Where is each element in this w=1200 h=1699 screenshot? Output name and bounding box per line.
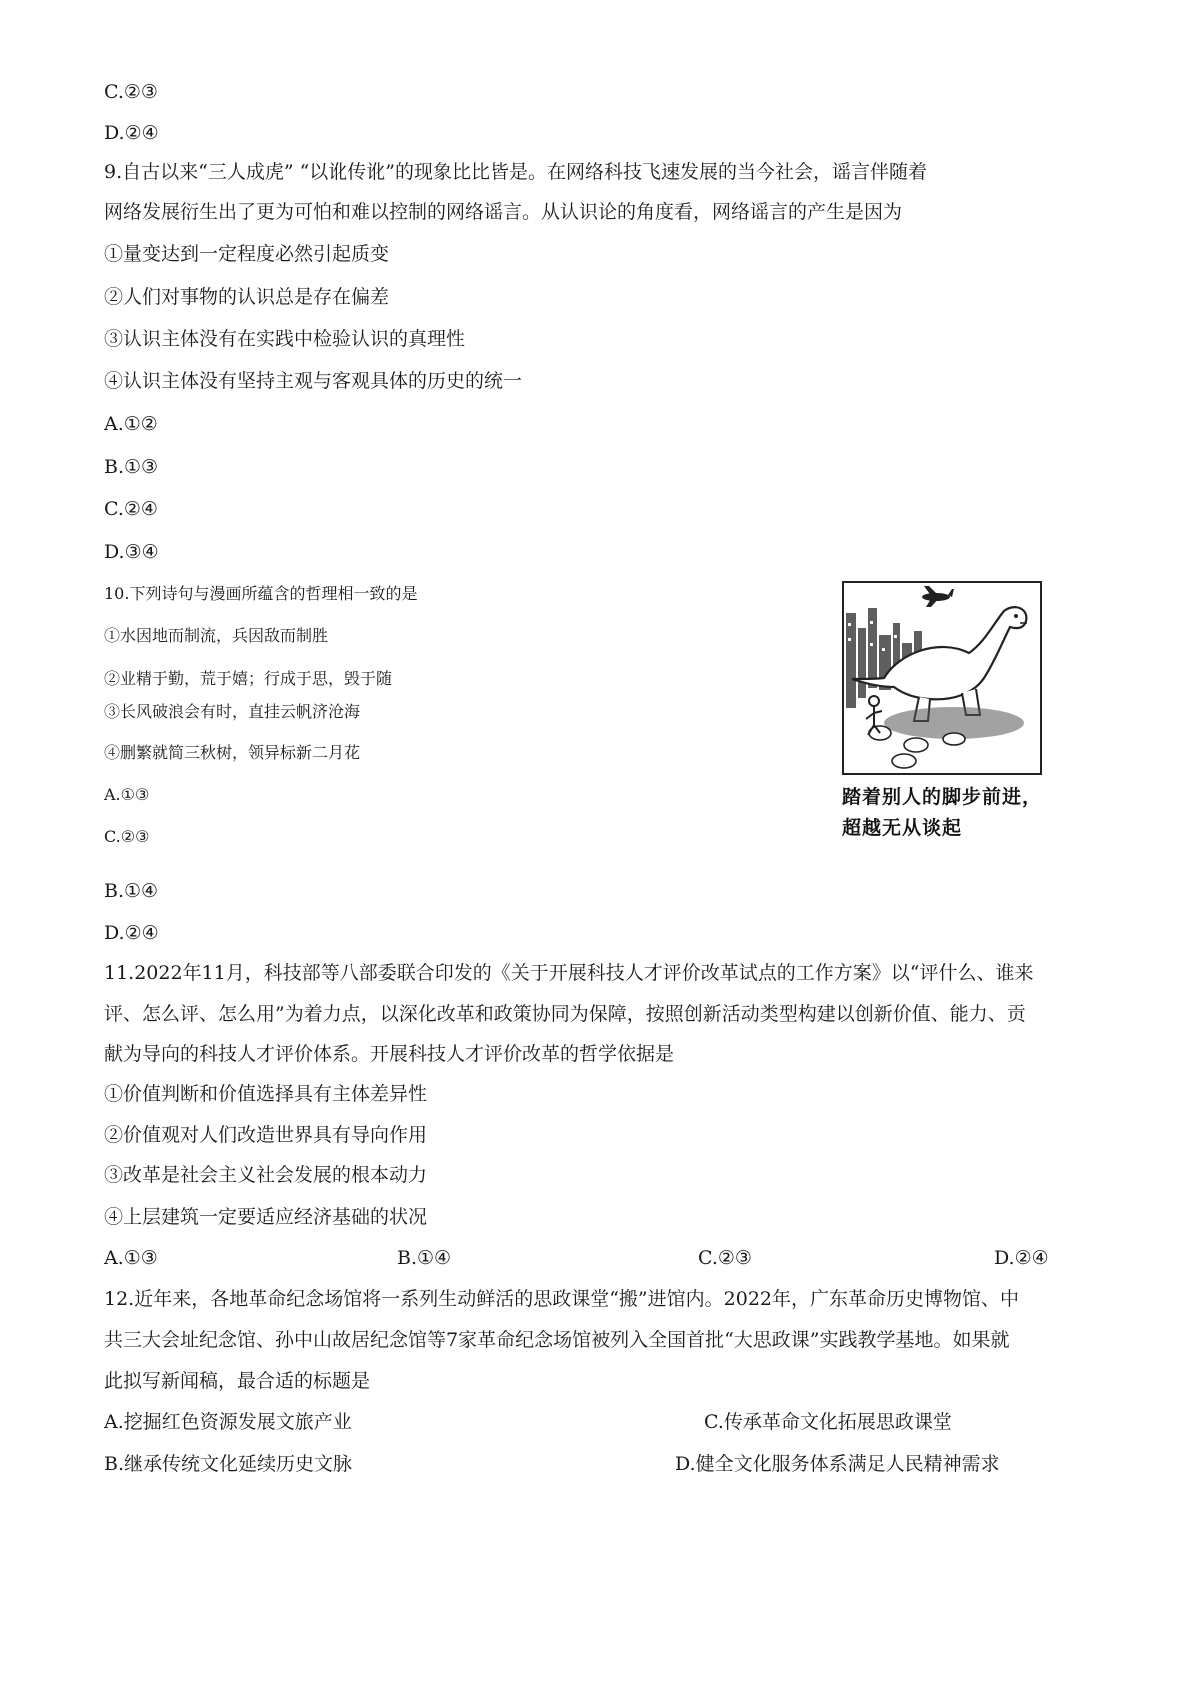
- q10-statement-4: ④删繁就简三秋树，领异标新二月花: [104, 743, 361, 762]
- q10-option-b: B.①④: [104, 880, 159, 902]
- q9-statement-1: ①量变达到一定程度必然引起质变: [104, 243, 390, 265]
- q12-option-a: A.挖掘红色资源发展文旅产业: [104, 1411, 352, 1433]
- q9-stem-line-1: 9.自古以来“三人成虎” “以讹传讹”的现象比比皆是。在网络科技飞速发展的当今社会，谣言伴随着: [104, 161, 928, 183]
- q11-option-c: C.②③: [698, 1247, 752, 1269]
- q12-stem-line-1: 12.近年来，各地革命纪念场馆将一系列生动鲜活的思政课堂“搬”进馆内。2022年，广东革命历史博物馆、中: [104, 1288, 1019, 1310]
- q10-stem: 10.下列诗句与漫画所蕴含的哲理相一致的是: [104, 584, 418, 603]
- q9-option-c: C.②④: [104, 498, 158, 520]
- q9-statement-3: ③认识主体没有在实践中检验认识的真理性: [104, 328, 466, 350]
- q10-statement-3: ③长风破浪会有时，直挂云帆济沧海: [104, 702, 361, 721]
- q10-option-d: D.②④: [104, 922, 159, 944]
- cartoon-frame: [842, 581, 1042, 775]
- q11-statement-2: ②价值观对人们改造世界具有导向作用: [104, 1124, 428, 1146]
- q9-option-d: D.③④: [104, 541, 159, 563]
- q11-statement-4: ④上层建筑一定要适应经济基础的状况: [104, 1206, 428, 1228]
- q9-option-a: A.①②: [104, 413, 158, 435]
- q10-statement-2: ②业精于勤，荒于嬉；行成于思，毁于随: [104, 669, 393, 688]
- q11-option-a: A.①③: [104, 1247, 158, 1269]
- q10-option-a: A.①③: [104, 785, 150, 804]
- q12-stem-line-2: 共三大会址纪念馆、孙中山故居纪念馆等7家革命纪念场馆被列入全国首批“大思政课”实践教学基地。如果就: [104, 1329, 1010, 1351]
- q11-statement-3: ③改革是社会主义社会发展的根本动力: [104, 1164, 428, 1186]
- q8-option-c: C.②③: [104, 81, 158, 103]
- q12-stem-line-3: 此拟写新闻稿，最合适的标题是: [104, 1370, 371, 1392]
- q12-option-c: C.传承革命文化拓展思政课堂: [704, 1411, 952, 1433]
- q8-option-d: D.②④: [104, 122, 159, 144]
- q10-statement-1: ①水因地而制流，兵因敌而制胜: [104, 626, 329, 645]
- q11-option-d: D.②④: [994, 1247, 1049, 1269]
- q9-option-b: B.①③: [104, 456, 159, 478]
- cartoon-illustration: [842, 581, 1042, 853]
- q12-option-b: B.继承传统文化延续历史文脉: [104, 1453, 353, 1475]
- q11-statement-1: ①价值判断和价值选择具有主体差异性: [104, 1083, 428, 1105]
- q11-option-b: B.①④: [397, 1247, 452, 1269]
- q11-stem-line-2: 评、怎么评、怎么用”为着力点，以深化改革和政策协同为保障，按照创新活动类型构建以创新价值、能力、贡: [104, 1003, 1026, 1025]
- dinosaur-cartoon-icon: [844, 583, 1040, 773]
- cartoon-caption: 踏着别人的脚步前进，超越无从谈起: [842, 786, 1043, 839]
- q12-option-d: D.健全文化服务体系满足人民精神需求: [675, 1453, 1000, 1475]
- q9-statement-4: ④认识主体没有坚持主观与客观具体的历史的统一: [104, 370, 523, 392]
- q11-stem-line-1: 11.2022年11月，科技部等八部委联合印发的《关于开展科技人才评价改革试点的工作方案》以“评什么、谁来: [104, 962, 1034, 984]
- q10-option-c: C.②③: [104, 827, 150, 846]
- q9-statement-2: ②人们对事物的认识总是存在偏差: [104, 286, 390, 308]
- q11-stem-line-3: 献为导向的科技人才评价体系。开展科技人才评价改革的哲学依据是: [104, 1043, 675, 1065]
- q9-stem-line-2: 网络发展衍生出了更为可怕和难以控制的网络谣言。从认识论的角度看，网络谣言的产生是因为: [104, 201, 903, 223]
